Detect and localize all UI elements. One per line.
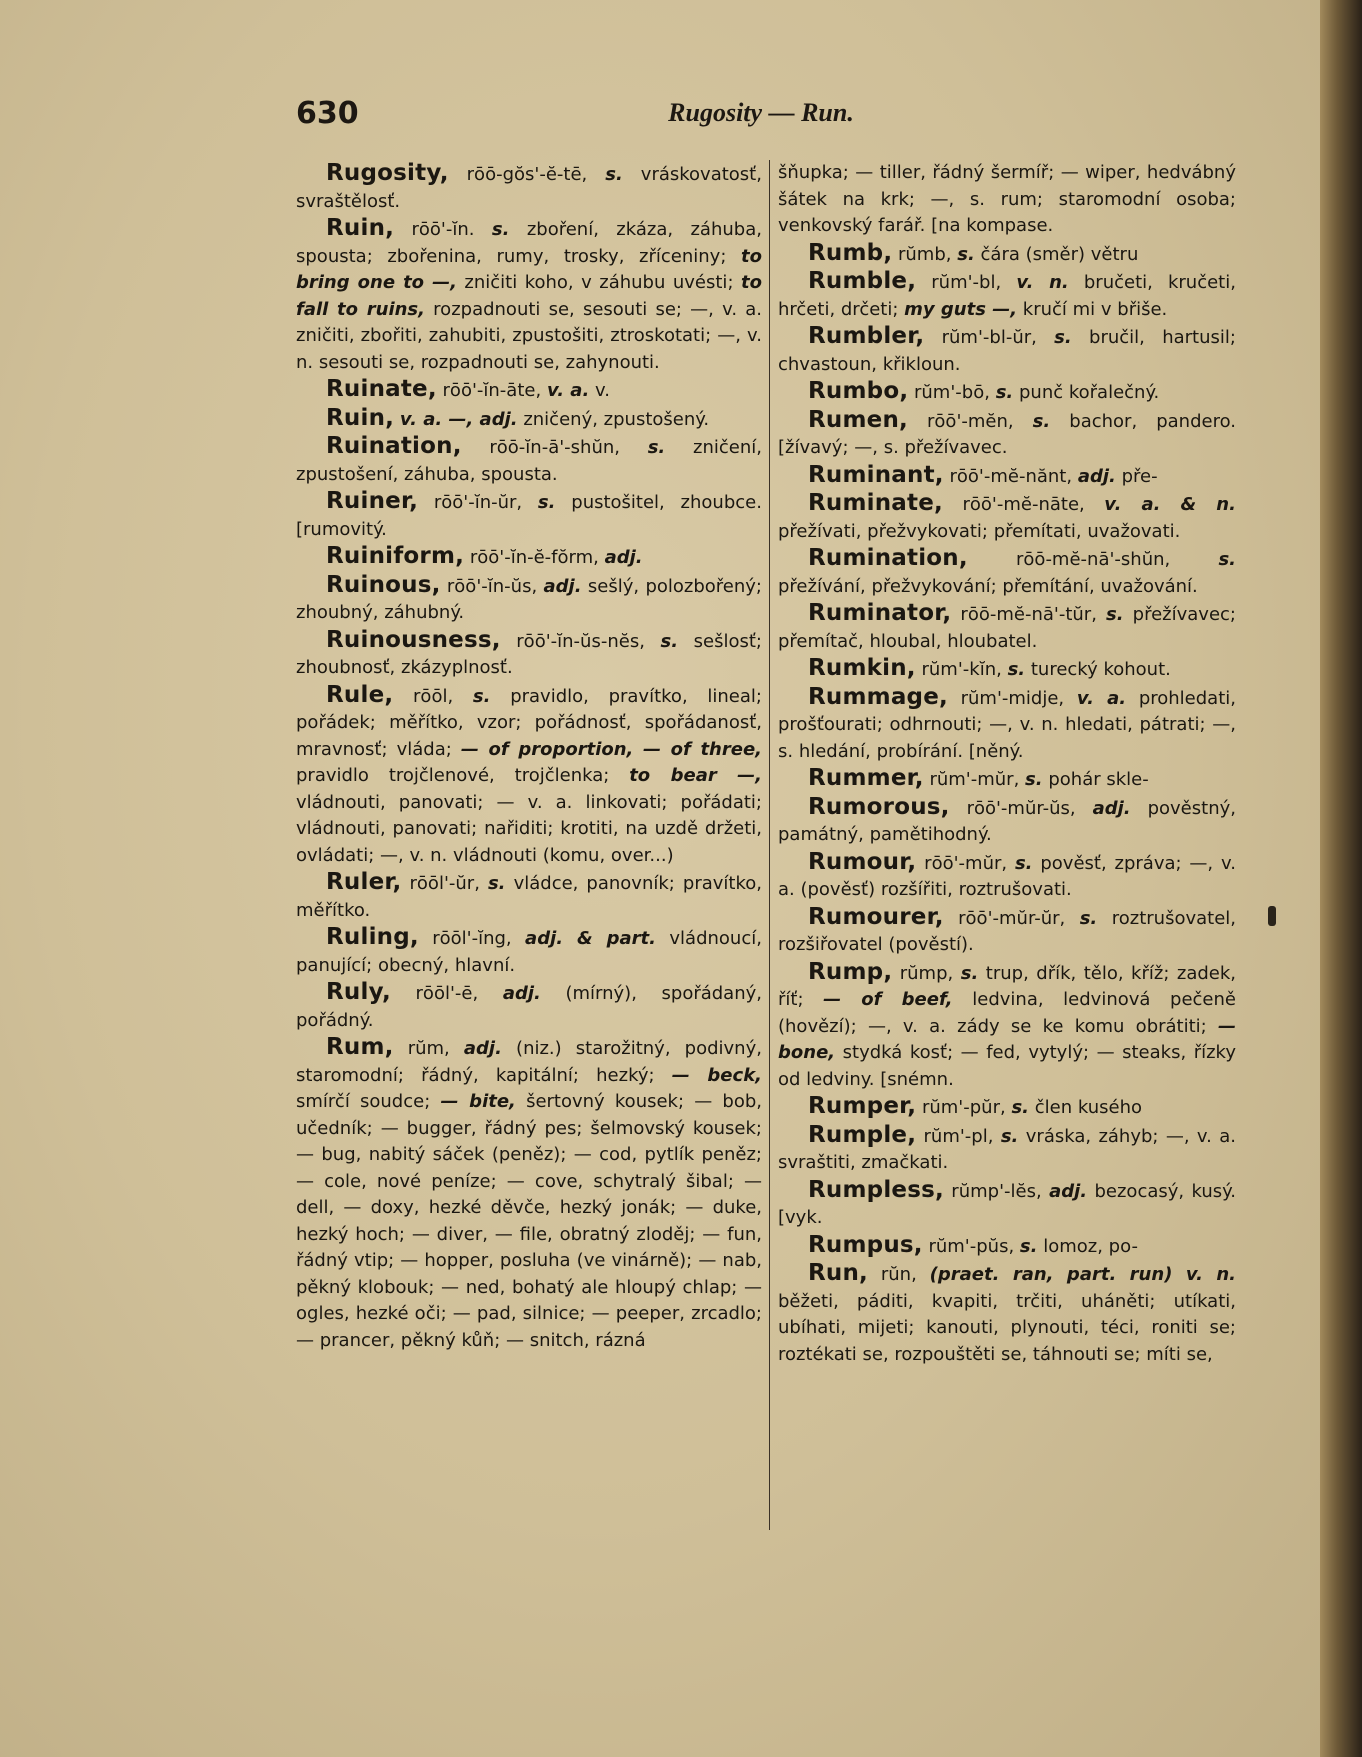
entry-headword: Rummage,: [808, 683, 948, 710]
entry-definition: pře-: [1121, 465, 1158, 487]
dictionary-entry: [778, 378, 1236, 407]
dictionary-entry: [778, 794, 1236, 849]
entry-grammar: v. a.: [546, 380, 590, 401]
entry-headword: Rumorous,: [808, 793, 950, 820]
dictionary-entry: [778, 407, 1236, 462]
entry-grammar: s.: [537, 492, 556, 513]
entry-pronunciation: rŭn,: [880, 1264, 917, 1285]
entry-definition: (mírný), spořádaný, pořádný.: [296, 983, 762, 1031]
entry-definition: kručí mi v břiše.: [1022, 298, 1168, 320]
entry-headword: Rumbler,: [808, 323, 925, 349]
entry-definition: běžeti, páditi, kvapiti, trčiti, uháněti; utíkati, ubíhati, mijeti; kanouti, plynouti, téci, roniti se; roztékati se, rozpouštěti se, táhnouti se; míti se,: [778, 1290, 1236, 1365]
entry-definition: bachor, pandero. [žívavý; —, s. přežívavec.: [778, 410, 1236, 458]
entry-definition: pohár skle-: [1048, 769, 1149, 790]
dictionary-entry: [296, 1034, 762, 1354]
dictionary-entry: [296, 488, 762, 543]
entry-definition: vládnoucí, panující; obecný, hlavní.: [296, 928, 762, 976]
page-number: 630: [296, 96, 359, 131]
entry-definition: smírčí soudce;: [296, 1091, 431, 1112]
entry-grammar: adj.: [1049, 1180, 1088, 1202]
entry-headword: Ruminate,: [808, 490, 943, 516]
entry-phrase: — of beef,: [823, 989, 953, 1010]
entry-definition: bručeti, kručeti, hrčeti, drčeti;: [778, 272, 1236, 320]
entry-headword: Rumination,: [808, 545, 968, 571]
entry-grammar: adj.: [543, 575, 582, 597]
dictionary-entry: [778, 904, 1236, 959]
dictionary-entry: [296, 572, 762, 627]
entry-headword: Ruminant,: [808, 461, 944, 488]
entry-headword: Ruination,: [326, 433, 462, 459]
entry-definition: trup, dřík, tělo, kříž; zadek, říť;: [778, 962, 1236, 1010]
entry-pronunciation: rŭmp,: [899, 962, 954, 984]
entry-definition: roztrušovatel, rozšiřovatel (pověstí).: [778, 907, 1236, 955]
dictionary-entry: [778, 240, 1236, 269]
entry-grammar: v. a. —, adj.: [399, 408, 518, 430]
entry-definition: pravidlo, pravítko, lineal; pořádek; měřítko, vzor; pořádnosť, spořádanosť, mravnosť; vláda;: [296, 685, 762, 760]
entry-definition: bezocasý, kusý. [vyk.: [778, 1180, 1236, 1228]
entry-grammar: s.: [1054, 327, 1072, 348]
entry-definition: pravidlo trojčlenové, trojčlenka;: [296, 765, 610, 786]
entry-definition: vládce, panovník; pravítko, měřítko.: [296, 873, 762, 921]
entry-headword: Rumble,: [808, 268, 917, 294]
entry-definition: rozpadnouti se, sesouti se; —, v. a. zničiti, zbořiti, zahubiti, zpustošiti, ztroskotati; —, v. n. sesouti se, rozpadnouti se, zahynouti.: [296, 298, 762, 373]
entry-definition: vráskovatosť, svraštělosť.: [296, 164, 762, 212]
entry-pronunciation: rŭm'-bl-ŭr,: [941, 327, 1037, 348]
entry-definition: přežívati, přežvykovati; přemítati, uvažovati.: [778, 520, 1181, 542]
dictionary-entry: [778, 959, 1236, 1094]
dictionary-entry: [778, 684, 1236, 766]
entry-headword: Ruinate,: [326, 376, 437, 402]
entry-definition: šňupka; — tiller, řádný šermíř; — wiper, hedvábný šátek na krk; —, s. rum; staromodní osoba; venkovský farář. [na kompase.: [778, 162, 1236, 236]
entry-definition: prohledati, prošťourati; odhrnouti; —, v. n. hledati, pátrati; —, s. hledání, probírání. [něný.: [778, 687, 1236, 762]
entry-headword: Ruin,: [326, 215, 395, 241]
entry-grammar: s.: [1218, 549, 1236, 570]
entry-pronunciation: rōōl,: [413, 685, 454, 707]
entry-phrase: to bear —,: [629, 765, 762, 786]
entry-pronunciation: rōō'-mŭr,: [924, 852, 1008, 874]
entry-phrase: to fall to ruins,: [296, 272, 762, 320]
entry-definition: sešlý, polozbořený; zhoubný, záhubný.: [296, 575, 762, 623]
entry-grammar: s.: [1025, 769, 1043, 790]
entry-headword: Rumkin,: [808, 655, 916, 681]
entry-headword: Ruly,: [326, 979, 391, 1005]
entry-grammar: s.: [1079, 907, 1098, 929]
entry-pronunciation: rōō'-mĕn,: [927, 410, 1014, 432]
entry-headword: Ruiniform,: [326, 543, 465, 569]
entry-pronunciation: rŭm,: [407, 1038, 450, 1059]
entry-definition: ledvina, ledvinová pečeně (hovězí); —, v. a. zády se ke komu obrátiti;: [778, 989, 1236, 1037]
entry-pronunciation: rōō'-mĕ-nănt,: [949, 465, 1073, 487]
entry-pronunciation: rŭm'-kĭn,: [921, 659, 1002, 680]
entry-definition: vráska, záhyb; —, v. a. svraštiti, zmačkati.: [778, 1125, 1236, 1173]
entry-pronunciation: rōō'-ĭn-ŭs,: [446, 575, 538, 597]
dictionary-entry: [296, 543, 762, 572]
entry-definition: zboření, zkáza, záhuba, spousta; zbořenina, rumy, trosky, zříceniny;: [296, 219, 762, 267]
entry-headword: Run,: [808, 1260, 868, 1286]
entry-definition: zničení, zpustošení, záhuba, spousta.: [296, 437, 762, 485]
dictionary-entry: [778, 545, 1236, 600]
entry-grammar: s.: [957, 243, 975, 265]
entry-pronunciation: rōō'-ĭn-ŭs-nĕs,: [516, 630, 645, 652]
entry-definition: šertovný kousek; — bob, učedník; — bugger, řádný pes; šelmovský kousek; — bug, nabitý sáček (peněz); — cod, pytlík peněz; — cole, nové peníze; — cove, schytralý šibal; — dell, — doxy, hezké děvče, hezký jonák; — duke, hezký hoch; — diver, — file, obratný zloděj; — fun, řádný vtip; — hopper, posluha (ve vinárně); — nab, pěkný klobouk; — ned, bohatý ale hloupý chlap; — ogles, hezké oči; — pad, silnice; — peeper, zrcadlo; — prancer, pěkný kůň; — snitch, rázná: [296, 1091, 762, 1351]
entry-grammar: (praet. ran, part. run) v. n.: [929, 1264, 1236, 1285]
dictionary-entry: [778, 1260, 1236, 1368]
dictionary-entry: [296, 979, 762, 1034]
entry-grammar: s.: [491, 219, 510, 240]
entry-headword: Rumb,: [808, 239, 893, 266]
entry-headword: Rumen,: [808, 406, 908, 433]
entry-pronunciation: rōō'-ĭn-āte,: [442, 380, 542, 401]
entry-definition: zničený, zpustošený.: [523, 408, 710, 430]
entry-phrase: — beck,: [671, 1064, 762, 1086]
entry-grammar: v. a. & n.: [1104, 494, 1236, 515]
entry-grammar: s.: [1106, 604, 1124, 625]
entry-definition: pověsť, zpráva; —, v. a. (pověsť) rozšířiti, roztrušovati.: [778, 852, 1236, 900]
entry-headword: Rum,: [326, 1034, 394, 1060]
entry-headword: Rugosity,: [326, 160, 449, 186]
entry-grammar: s.: [1032, 410, 1051, 432]
entry-pronunciation: rŭm'-midje,: [960, 687, 1065, 709]
entry-phrase: — bone,: [778, 1015, 1236, 1063]
dictionary-entry: [296, 215, 762, 376]
entry-definition: pustošitel, zhoubce. [rumovitý.: [296, 492, 762, 540]
dictionary-entry: [296, 627, 762, 682]
entry-headword: Ruler,: [326, 869, 402, 895]
entry-phrase: — of proportion, — of three,: [460, 738, 762, 760]
entry-grammar: s.: [472, 685, 491, 707]
column-divider: [769, 160, 770, 1530]
entry-grammar: adj.: [1077, 465, 1116, 487]
dictionary-entry: [778, 655, 1236, 684]
dictionary-entry: [778, 1177, 1236, 1232]
entry-definition: punč kořalečný.: [1018, 382, 1160, 403]
dictionary-entry: [296, 405, 762, 434]
book-spine: [1320, 0, 1362, 1757]
entry-headword: Rummer,: [808, 765, 924, 791]
entry-pronunciation: rōō'-mŭr-ŭs,: [966, 797, 1076, 819]
dictionary-entry: [778, 160, 1236, 240]
dictionary-entry: [778, 765, 1236, 794]
entry-pronunciation: rōōl'-ŭr,: [409, 873, 480, 894]
dictionary-entry: [778, 849, 1236, 904]
entry-pronunciation: rōōl'-ē,: [415, 983, 479, 1004]
entry-grammar: adj.: [463, 1038, 502, 1059]
entry-grammar: s.: [487, 873, 506, 894]
running-title: Rugosity — Run.: [668, 98, 854, 127]
entry-pronunciation: rŭm'-mŭr,: [929, 769, 1020, 790]
entry-definition: přežívání, přežvykování; přemítání, uvažování.: [778, 575, 1198, 597]
dictionary-entry: [778, 323, 1236, 378]
entry-grammar: s.: [995, 382, 1014, 403]
entry-pronunciation: rŭm'-bl,: [931, 272, 1002, 293]
entry-grammar: v. a.: [1076, 687, 1127, 709]
entry-grammar: adj.: [502, 983, 541, 1004]
entry-pronunciation: rōō'-mĕ-nāte,: [962, 494, 1085, 515]
entry-definition: bručil, hartusil; chvastoun, křikloun.: [778, 327, 1236, 375]
dictionary-entry: [296, 869, 762, 924]
entry-pronunciation: rōō-mĕ-nā'-shŭn,: [1016, 549, 1171, 570]
entry-definition: turecký kohout.: [1030, 659, 1171, 680]
entry-grammar: s.: [1019, 1235, 1038, 1257]
entry-grammar: s.: [605, 164, 623, 185]
entry-pronunciation: rōō-gŏs'-ĕ-tē,: [466, 164, 588, 185]
entry-headword: Ruinous,: [326, 571, 441, 598]
entry-grammar: s.: [1011, 1097, 1029, 1118]
dictionary-entry: [296, 924, 762, 979]
entry-phrase: my guts —,: [904, 298, 1018, 320]
entry-headword: Rumourer,: [808, 903, 944, 930]
dictionary-entry: [778, 600, 1236, 655]
running-head: [296, 96, 1226, 132]
ink-stain-mark: [1268, 906, 1276, 926]
dictionary-entry: [778, 1232, 1236, 1261]
entry-definition: zničiti koho, v záhubu uvésti;: [464, 272, 734, 293]
entry-definition: lomoz, po-: [1043, 1235, 1138, 1257]
dictionary-entry: [778, 490, 1236, 545]
entry-phrase: to bring one to —,: [296, 245, 762, 293]
entry-definition: přežívavec; přemítač, hloubal, hloubatel.: [778, 604, 1236, 652]
entry-headword: Ruinousness,: [326, 626, 501, 653]
entry-headword: Rule,: [326, 681, 394, 708]
entry-grammar: s.: [960, 962, 979, 984]
entry-pronunciation: rōō-mĕ-nā'-tŭr,: [960, 604, 1097, 625]
entry-headword: Ruin,: [326, 404, 395, 431]
entry-definition: (niz.) starožitný, podivný, staromodní; řádný, kapitální; hezký;: [296, 1038, 762, 1086]
entry-pronunciation: rŭm'-pŭs,: [928, 1235, 1015, 1257]
entry-headword: Rumour,: [808, 848, 917, 875]
entry-headword: Rumple,: [808, 1121, 917, 1148]
entry-definition: stydká kosť; — fed, vytylý; — steaks, řízky od ledviny. [snémn.: [778, 1042, 1236, 1090]
dictionary-entry: [778, 462, 1236, 491]
entry-definition: vládnouti, panovati; — v. a. linkovati; pořádati; vládnouti, panovati; nařiditi; krotiti, na uzdě držeti, ovládati; —, v. n. vládnouti (komu, over...): [296, 791, 762, 866]
dictionary-entry: [296, 160, 762, 215]
entry-headword: Rumpless,: [808, 1176, 944, 1203]
entry-grammar: s.: [1007, 659, 1026, 680]
dictionary-entry: [778, 268, 1236, 323]
dictionary-entry: [296, 376, 762, 405]
entry-headword: Rumper,: [808, 1093, 917, 1119]
entry-grammar: adj.: [604, 547, 643, 568]
dictionary-entry: [296, 433, 762, 488]
dictionary-entry: [778, 1093, 1236, 1122]
entry-pronunciation: rōō'-mŭr-ŭr,: [958, 907, 1066, 929]
entry-pronunciation: rōō'-ĭn-ĕ-fŏrm,: [469, 547, 599, 568]
entry-pronunciation: rōō-ĭn-ā'-shŭn,: [489, 437, 620, 458]
entry-pronunciation: rōō'-ĭn-ŭr,: [433, 492, 523, 513]
entry-pronunciation: rŭmp'-lĕs,: [951, 1180, 1042, 1202]
entry-definition: čára (směr) větru: [980, 243, 1139, 265]
entry-grammar: s.: [647, 437, 666, 458]
entry-grammar: s.: [1014, 852, 1033, 874]
entry-headword: Rumbo,: [808, 378, 909, 404]
entry-definition: pověstný, památný, pamětihodný.: [778, 797, 1236, 845]
entry-pronunciation: rōōl'-ĭng,: [432, 928, 512, 949]
entry-grammar: s.: [660, 630, 679, 652]
entry-headword: Ruling,: [326, 924, 419, 950]
entry-pronunciation: rŭm'-bō,: [914, 382, 990, 403]
entry-definition: sešlosť; zhoubnosť, zkázyplnosť.: [296, 630, 762, 678]
entry-phrase: — bite,: [440, 1091, 516, 1112]
entry-pronunciation: rŭmb,: [898, 243, 952, 265]
entry-grammar: adj.: [1092, 797, 1131, 819]
entry-definition: v.: [595, 380, 611, 401]
dictionary-entry: [778, 1122, 1236, 1177]
entry-pronunciation: rŭm'-pl,: [923, 1125, 994, 1147]
entry-grammar: adj. & part.: [525, 928, 657, 949]
left-column: [296, 160, 762, 1540]
entry-grammar: v. n.: [1016, 272, 1069, 293]
entry-headword: Rump,: [808, 958, 893, 985]
entry-grammar: s.: [1000, 1125, 1019, 1147]
entry-headword: Ruminator,: [808, 600, 952, 626]
entry-pronunciation: rŭm'-pŭr,: [921, 1097, 1006, 1118]
entry-headword: Ruiner,: [326, 488, 419, 514]
right-column: [778, 160, 1236, 1540]
entry-definition: člen kusého: [1034, 1097, 1142, 1118]
entry-pronunciation: rōō'-ĭn.: [411, 219, 475, 240]
entry-headword: Rumpus,: [808, 1231, 923, 1258]
dictionary-entry: [296, 682, 762, 870]
